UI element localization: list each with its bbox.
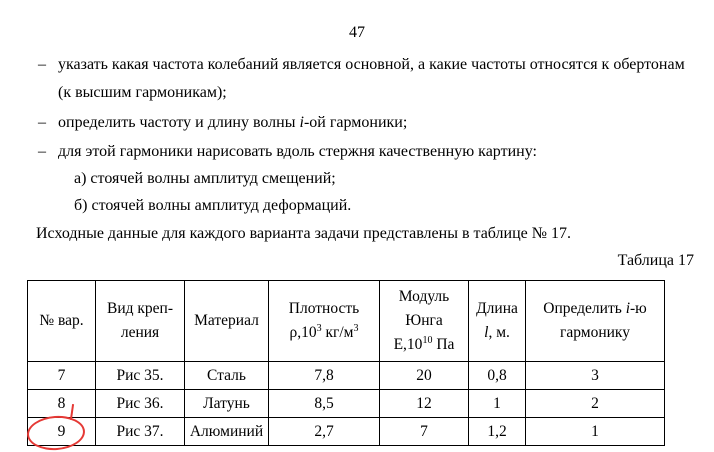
cell-density: 2,7	[269, 418, 380, 446]
intro-text: Исходные данные для каждого варианта задачи представлены в таблице № 17.	[36, 225, 572, 242]
cell-harmonic: 2	[526, 390, 665, 418]
cell-length: 1	[469, 390, 526, 418]
list-dash: –	[38, 56, 46, 73]
cell-harmonic: 1	[526, 418, 665, 446]
cell-modulus: 20	[380, 362, 469, 390]
header-material: Материал	[185, 281, 269, 362]
cell-mount: Рис 37.	[96, 418, 185, 446]
page-number: 47	[349, 24, 365, 41]
table-row	[28, 362, 665, 390]
cell-material: Латунь	[185, 390, 269, 418]
cell-length: 0,8	[469, 362, 526, 390]
cell-mount: Рис 36.	[96, 390, 185, 418]
table-row	[28, 418, 665, 446]
instruction-1: указать какая частота колебаний является основной, а какие частоты относятся к обертонам	[58, 56, 685, 73]
cell-variant: 9	[28, 418, 96, 446]
cell-modulus: 7	[380, 418, 469, 446]
list-dash: –	[38, 143, 46, 160]
table-header-row	[28, 281, 665, 362]
instruction-3a: а) стоячей волны амплитуд смещений;	[74, 170, 336, 187]
data-table	[27, 280, 665, 446]
table-row	[28, 390, 665, 418]
instruction-3: для этой гармоники нарисовать вдоль стержня качественную картину:	[58, 143, 537, 160]
cell-density: 7,8	[269, 362, 380, 390]
cell-modulus: 12	[380, 390, 469, 418]
header-modulus: Модуль Юнга $Е,10^{10}$ Па	[380, 281, 469, 362]
instruction-3b: б) стоячей волны амплитуд деформаций.	[74, 197, 352, 214]
cell-material: Сталь	[185, 362, 269, 390]
header-density: Плотность $\rho,10^3$ $кг/м^3$	[269, 281, 380, 362]
list-dash: –	[38, 114, 46, 131]
header-harmonic: Определить i-ю гармонику	[526, 281, 665, 362]
cell-harmonic: 3	[526, 362, 665, 390]
cell-length: 1,2	[469, 418, 526, 446]
instruction-1-cont: (к высшим гармоникам);	[58, 84, 227, 101]
cell-density: 8,5	[269, 390, 380, 418]
header-length: Длина l, м.	[469, 281, 526, 362]
header-variant: № вар.	[28, 281, 96, 362]
cell-variant: 7	[28, 362, 96, 390]
instruction-2: определить частоту и длину волны i-ой гармоники;	[58, 114, 408, 131]
cell-mount: Рис 35.	[96, 362, 185, 390]
header-mount: Вид креп- ления	[96, 281, 185, 362]
cell-variant: 8	[28, 390, 96, 418]
table-caption: Таблица 17	[617, 252, 694, 269]
cell-material: Алюминий	[185, 418, 269, 446]
